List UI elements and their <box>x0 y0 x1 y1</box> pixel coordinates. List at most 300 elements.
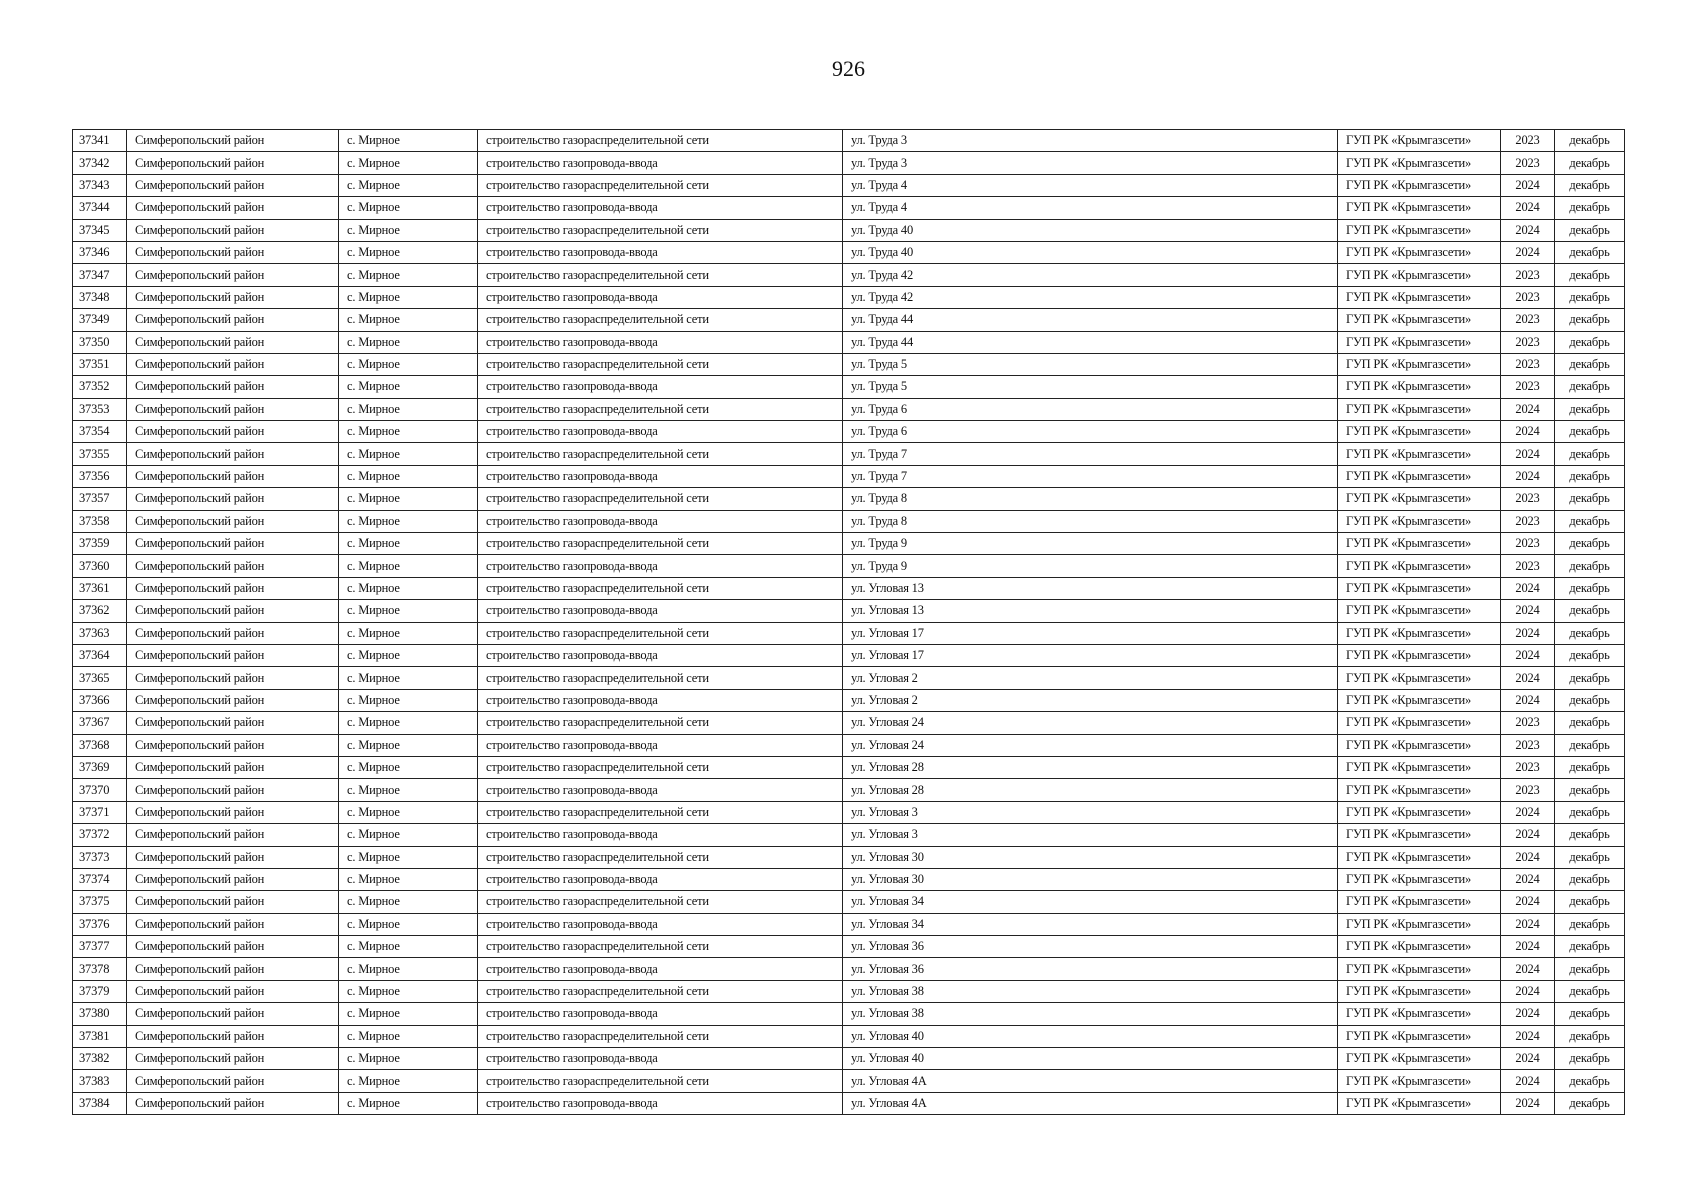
address-cell: ул. Труда 42 <box>843 264 1338 286</box>
district-cell: Симферопольский район <box>127 130 339 152</box>
table-row <box>73 891 1625 913</box>
row-number-cell: 37359 <box>73 533 127 555</box>
year-cell: 2024 <box>1501 1070 1555 1092</box>
work-type-cell: строительство газораспределительной сети <box>478 1070 843 1092</box>
row-number-cell: 37346 <box>73 241 127 263</box>
organization-cell: ГУП РК «Крымгазсети» <box>1338 264 1501 286</box>
district-cell: Симферопольский район <box>127 488 339 510</box>
year-cell: 2023 <box>1501 756 1555 778</box>
address-cell: ул. Труда 5 <box>843 376 1338 398</box>
month-cell: декабрь <box>1555 667 1625 689</box>
settlement-cell: с. Мирное <box>339 376 478 398</box>
organization-cell: ГУП РК «Крымгазсети» <box>1338 465 1501 487</box>
settlement-cell: с. Мирное <box>339 264 478 286</box>
address-cell: ул. Угловая 2 <box>843 689 1338 711</box>
table-row <box>73 174 1625 196</box>
table-row <box>73 577 1625 599</box>
work-type-cell: строительство газораспределительной сети <box>478 667 843 689</box>
month-cell: декабрь <box>1555 353 1625 375</box>
year-cell: 2023 <box>1501 488 1555 510</box>
district-cell: Симферопольский район <box>127 824 339 846</box>
district-cell: Симферопольский район <box>127 264 339 286</box>
table-row <box>73 421 1625 443</box>
month-cell: декабрь <box>1555 152 1625 174</box>
month-cell: декабрь <box>1555 421 1625 443</box>
month-cell: декабрь <box>1555 241 1625 263</box>
work-type-cell: строительство газопровода-ввода <box>478 1003 843 1025</box>
year-cell: 2024 <box>1501 197 1555 219</box>
month-cell: декабрь <box>1555 779 1625 801</box>
settlement-cell: с. Мирное <box>339 488 478 510</box>
organization-cell: ГУП РК «Крымгазсети» <box>1338 219 1501 241</box>
table-row <box>73 801 1625 823</box>
district-cell: Симферопольский район <box>127 1025 339 1047</box>
month-cell: декабрь <box>1555 488 1625 510</box>
row-number-cell: 37365 <box>73 667 127 689</box>
address-cell: ул. Угловая 36 <box>843 936 1338 958</box>
row-number-cell: 37367 <box>73 712 127 734</box>
work-type-cell: строительство газопровода-ввода <box>478 510 843 532</box>
year-cell: 2024 <box>1501 421 1555 443</box>
year-cell: 2023 <box>1501 555 1555 577</box>
district-cell: Симферопольский район <box>127 197 339 219</box>
district-cell: Симферопольский район <box>127 712 339 734</box>
month-cell: декабрь <box>1555 600 1625 622</box>
row-number-cell: 37384 <box>73 1092 127 1114</box>
work-type-cell: строительство газораспределительной сети <box>478 219 843 241</box>
address-cell: ул. Угловая 24 <box>843 712 1338 734</box>
address-cell: ул. Угловая 28 <box>843 756 1338 778</box>
address-cell: ул. Труда 40 <box>843 219 1338 241</box>
district-cell: Симферопольский район <box>127 219 339 241</box>
work-type-cell: строительство газораспределительной сети <box>478 443 843 465</box>
table-row <box>73 1092 1625 1114</box>
settlement-cell: с. Мирное <box>339 824 478 846</box>
year-cell: 2024 <box>1501 689 1555 711</box>
district-cell: Симферопольский район <box>127 1092 339 1114</box>
settlement-cell: с. Мирное <box>339 622 478 644</box>
district-cell: Симферопольский район <box>127 644 339 666</box>
registry-body <box>73 130 1625 1115</box>
month-cell: декабрь <box>1555 219 1625 241</box>
year-cell: 2023 <box>1501 309 1555 331</box>
year-cell: 2024 <box>1501 241 1555 263</box>
settlement-cell: с. Мирное <box>339 130 478 152</box>
year-cell: 2024 <box>1501 936 1555 958</box>
work-type-cell: строительство газопровода-ввода <box>478 241 843 263</box>
address-cell: ул. Труда 6 <box>843 398 1338 420</box>
table-row <box>73 152 1625 174</box>
address-cell: ул. Угловая 30 <box>843 846 1338 868</box>
month-cell: декабрь <box>1555 1025 1625 1047</box>
organization-cell: ГУП РК «Крымгазсети» <box>1338 421 1501 443</box>
organization-cell: ГУП РК «Крымгазсети» <box>1338 712 1501 734</box>
settlement-cell: с. Мирное <box>339 801 478 823</box>
table-row <box>73 980 1625 1002</box>
address-cell: ул. Труда 4 <box>843 174 1338 196</box>
organization-cell: ГУП РК «Крымгазсети» <box>1338 846 1501 868</box>
work-type-cell: строительство газораспределительной сети <box>478 130 843 152</box>
work-type-cell: строительство газопровода-ввода <box>478 868 843 890</box>
organization-cell: ГУП РК «Крымгазсети» <box>1338 510 1501 532</box>
month-cell: декабрь <box>1555 734 1625 756</box>
row-number-cell: 37352 <box>73 376 127 398</box>
month-cell: декабрь <box>1555 309 1625 331</box>
settlement-cell: с. Мирное <box>339 353 478 375</box>
row-number-cell: 37373 <box>73 846 127 868</box>
address-cell: ул. Труда 6 <box>843 421 1338 443</box>
settlement-cell: с. Мирное <box>339 465 478 487</box>
address-cell: ул. Угловая 40 <box>843 1048 1338 1070</box>
district-cell: Симферопольский район <box>127 756 339 778</box>
year-cell: 2024 <box>1501 1092 1555 1114</box>
row-number-cell: 37366 <box>73 689 127 711</box>
month-cell: декабрь <box>1555 533 1625 555</box>
settlement-cell: с. Мирное <box>339 555 478 577</box>
organization-cell: ГУП РК «Крымгазсети» <box>1338 756 1501 778</box>
year-cell: 2023 <box>1501 130 1555 152</box>
address-cell: ул. Угловая 3 <box>843 801 1338 823</box>
year-cell: 2023 <box>1501 533 1555 555</box>
district-cell: Симферопольский район <box>127 353 339 375</box>
address-cell: ул. Труда 7 <box>843 465 1338 487</box>
row-number-cell: 37341 <box>73 130 127 152</box>
work-type-cell: строительство газораспределительной сети <box>478 488 843 510</box>
row-number-cell: 37361 <box>73 577 127 599</box>
year-cell: 2024 <box>1501 465 1555 487</box>
row-number-cell: 37375 <box>73 891 127 913</box>
work-type-cell: строительство газопровода-ввода <box>478 600 843 622</box>
row-number-cell: 37345 <box>73 219 127 241</box>
settlement-cell: с. Мирное <box>339 913 478 935</box>
organization-cell: ГУП РК «Крымгазсети» <box>1338 779 1501 801</box>
settlement-cell: с. Мирное <box>339 533 478 555</box>
district-cell: Симферопольский район <box>127 689 339 711</box>
organization-cell: ГУП РК «Крымгазсети» <box>1338 868 1501 890</box>
organization-cell: ГУП РК «Крымгазсети» <box>1338 1048 1501 1070</box>
month-cell: декабрь <box>1555 756 1625 778</box>
month-cell: декабрь <box>1555 1092 1625 1114</box>
address-cell: ул. Угловая 40 <box>843 1025 1338 1047</box>
organization-cell: ГУП РК «Крымгазсети» <box>1338 980 1501 1002</box>
month-cell: декабрь <box>1555 689 1625 711</box>
settlement-cell: с. Мирное <box>339 1025 478 1047</box>
organization-cell: ГУП РК «Крымгазсети» <box>1338 488 1501 510</box>
address-cell: ул. Угловая 30 <box>843 868 1338 890</box>
table-row <box>73 241 1625 263</box>
month-cell: декабрь <box>1555 1070 1625 1092</box>
table-row <box>73 936 1625 958</box>
month-cell: декабрь <box>1555 1003 1625 1025</box>
table-row <box>73 689 1625 711</box>
settlement-cell: с. Мирное <box>339 667 478 689</box>
table-row <box>73 1003 1625 1025</box>
district-cell: Симферопольский район <box>127 1070 339 1092</box>
work-type-cell: строительство газораспределительной сети <box>478 801 843 823</box>
district-cell: Симферопольский район <box>127 980 339 1002</box>
work-type-cell: строительство газопровода-ввода <box>478 958 843 980</box>
district-cell: Симферопольский район <box>127 734 339 756</box>
row-number-cell: 37372 <box>73 824 127 846</box>
settlement-cell: с. Мирное <box>339 1048 478 1070</box>
table-row <box>73 533 1625 555</box>
year-cell: 2024 <box>1501 824 1555 846</box>
work-type-cell: строительство газораспределительной сети <box>478 264 843 286</box>
month-cell: декабрь <box>1555 936 1625 958</box>
organization-cell: ГУП РК «Крымгазсети» <box>1338 644 1501 666</box>
row-number-cell: 37382 <box>73 1048 127 1070</box>
month-cell: декабрь <box>1555 510 1625 532</box>
district-cell: Симферопольский район <box>127 1003 339 1025</box>
row-number-cell: 37355 <box>73 443 127 465</box>
address-cell: ул. Угловая 4А <box>843 1070 1338 1092</box>
work-type-cell: строительство газопровода-ввода <box>478 913 843 935</box>
settlement-cell: с. Мирное <box>339 331 478 353</box>
row-number-cell: 37349 <box>73 309 127 331</box>
row-number-cell: 37344 <box>73 197 127 219</box>
address-cell: ул. Труда 9 <box>843 555 1338 577</box>
month-cell: декабрь <box>1555 555 1625 577</box>
table-row <box>73 465 1625 487</box>
row-number-cell: 37351 <box>73 353 127 375</box>
table-row <box>73 667 1625 689</box>
month-cell: декабрь <box>1555 174 1625 196</box>
district-cell: Симферопольский район <box>127 443 339 465</box>
month-cell: декабрь <box>1555 264 1625 286</box>
settlement-cell: с. Мирное <box>339 644 478 666</box>
row-number-cell: 37363 <box>73 622 127 644</box>
settlement-cell: с. Мирное <box>339 756 478 778</box>
organization-cell: ГУП РК «Крымгазсети» <box>1338 241 1501 263</box>
district-cell: Симферопольский район <box>127 913 339 935</box>
settlement-cell: с. Мирное <box>339 891 478 913</box>
month-cell: декабрь <box>1555 868 1625 890</box>
district-cell: Симферопольский район <box>127 174 339 196</box>
district-cell: Симферопольский район <box>127 667 339 689</box>
organization-cell: ГУП РК «Крымгазсети» <box>1338 174 1501 196</box>
work-type-cell: строительство газопровода-ввода <box>478 644 843 666</box>
table-row <box>73 309 1625 331</box>
organization-cell: ГУП РК «Крымгазсети» <box>1338 376 1501 398</box>
month-cell: декабрь <box>1555 958 1625 980</box>
table-row <box>73 1070 1625 1092</box>
settlement-cell: с. Мирное <box>339 958 478 980</box>
table-row <box>73 868 1625 890</box>
address-cell: ул. Труда 4 <box>843 197 1338 219</box>
district-cell: Симферопольский район <box>127 376 339 398</box>
year-cell: 2024 <box>1501 913 1555 935</box>
organization-cell: ГУП РК «Крымгазсети» <box>1338 936 1501 958</box>
organization-cell: ГУП РК «Крымгазсети» <box>1338 130 1501 152</box>
work-type-cell: строительство газопровода-ввода <box>478 376 843 398</box>
year-cell: 2023 <box>1501 510 1555 532</box>
address-cell: ул. Труда 9 <box>843 533 1338 555</box>
row-number-cell: 37357 <box>73 488 127 510</box>
row-number-cell: 37378 <box>73 958 127 980</box>
district-cell: Симферопольский район <box>127 600 339 622</box>
district-cell: Симферопольский район <box>127 555 339 577</box>
row-number-cell: 37383 <box>73 1070 127 1092</box>
district-cell: Симферопольский район <box>127 286 339 308</box>
address-cell: ул. Угловая 17 <box>843 644 1338 666</box>
row-number-cell: 37347 <box>73 264 127 286</box>
month-cell: декабрь <box>1555 801 1625 823</box>
work-type-cell: строительство газопровода-ввода <box>478 197 843 219</box>
settlement-cell: с. Мирное <box>339 174 478 196</box>
table-row <box>73 622 1625 644</box>
address-cell: ул. Угловая 3 <box>843 824 1338 846</box>
year-cell: 2023 <box>1501 152 1555 174</box>
district-cell: Симферопольский район <box>127 868 339 890</box>
row-number-cell: 37377 <box>73 936 127 958</box>
table-row <box>73 331 1625 353</box>
settlement-cell: с. Мирное <box>339 219 478 241</box>
settlement-cell: с. Мирное <box>339 309 478 331</box>
month-cell: декабрь <box>1555 130 1625 152</box>
month-cell: декабрь <box>1555 1048 1625 1070</box>
settlement-cell: с. Мирное <box>339 600 478 622</box>
address-cell: ул. Угловая 36 <box>843 958 1338 980</box>
work-type-cell: строительство газораспределительной сети <box>478 891 843 913</box>
row-number-cell: 37370 <box>73 779 127 801</box>
settlement-cell: с. Мирное <box>339 1003 478 1025</box>
month-cell: декабрь <box>1555 443 1625 465</box>
row-number-cell: 37376 <box>73 913 127 935</box>
year-cell: 2024 <box>1501 980 1555 1002</box>
work-type-cell: строительство газораспределительной сети <box>478 980 843 1002</box>
work-type-cell: строительство газопровода-ввода <box>478 555 843 577</box>
year-cell: 2023 <box>1501 331 1555 353</box>
work-type-cell: строительство газопровода-ввода <box>478 1092 843 1114</box>
month-cell: декабрь <box>1555 644 1625 666</box>
address-cell: ул. Труда 3 <box>843 152 1338 174</box>
row-number-cell: 37348 <box>73 286 127 308</box>
year-cell: 2024 <box>1501 1025 1555 1047</box>
table-row <box>73 779 1625 801</box>
table-row <box>73 1025 1625 1047</box>
table-row <box>73 600 1625 622</box>
year-cell: 2023 <box>1501 264 1555 286</box>
organization-cell: ГУП РК «Крымгазсети» <box>1338 801 1501 823</box>
row-number-cell: 37354 <box>73 421 127 443</box>
year-cell: 2024 <box>1501 219 1555 241</box>
month-cell: декабрь <box>1555 913 1625 935</box>
table-row <box>73 197 1625 219</box>
settlement-cell: с. Мирное <box>339 868 478 890</box>
table-row <box>73 398 1625 420</box>
table-row <box>73 846 1625 868</box>
year-cell: 2024 <box>1501 398 1555 420</box>
registry-table <box>72 129 1625 1115</box>
table-row <box>73 488 1625 510</box>
row-number-cell: 37343 <box>73 174 127 196</box>
table-row <box>73 219 1625 241</box>
organization-cell: ГУП РК «Крымгазсети» <box>1338 824 1501 846</box>
organization-cell: ГУП РК «Крымгазсети» <box>1338 600 1501 622</box>
work-type-cell: строительство газораспределительной сети <box>478 398 843 420</box>
table-row <box>73 510 1625 532</box>
table-row <box>73 555 1625 577</box>
month-cell: декабрь <box>1555 824 1625 846</box>
address-cell: ул. Труда 40 <box>843 241 1338 263</box>
address-cell: ул. Угловая 4А <box>843 1092 1338 1114</box>
row-number-cell: 37371 <box>73 801 127 823</box>
work-type-cell: строительство газораспределительной сети <box>478 846 843 868</box>
district-cell: Симферопольский район <box>127 891 339 913</box>
month-cell: декабрь <box>1555 376 1625 398</box>
year-cell: 2023 <box>1501 779 1555 801</box>
district-cell: Симферопольский район <box>127 533 339 555</box>
table-row <box>73 958 1625 980</box>
organization-cell: ГУП РК «Крымгазсети» <box>1338 891 1501 913</box>
work-type-cell: строительство газопровода-ввода <box>478 421 843 443</box>
organization-cell: ГУП РК «Крымгазсети» <box>1338 958 1501 980</box>
month-cell: декабрь <box>1555 197 1625 219</box>
year-cell: 2024 <box>1501 801 1555 823</box>
address-cell: ул. Труда 44 <box>843 331 1338 353</box>
settlement-cell: с. Мирное <box>339 510 478 532</box>
row-number-cell: 37380 <box>73 1003 127 1025</box>
district-cell: Симферопольский район <box>127 958 339 980</box>
district-cell: Симферопольский район <box>127 398 339 420</box>
month-cell: декабрь <box>1555 398 1625 420</box>
table-row <box>73 353 1625 375</box>
year-cell: 2024 <box>1501 868 1555 890</box>
month-cell: декабрь <box>1555 465 1625 487</box>
address-cell: ул. Труда 7 <box>843 443 1338 465</box>
work-type-cell: строительство газопровода-ввода <box>478 152 843 174</box>
table-row <box>73 734 1625 756</box>
address-cell: ул. Угловая 2 <box>843 667 1338 689</box>
page-number: 926 <box>832 56 865 81</box>
work-type-cell: строительство газораспределительной сети <box>478 309 843 331</box>
organization-cell: ГУП РК «Крымгазсети» <box>1338 443 1501 465</box>
organization-cell: ГУП РК «Крымгазсети» <box>1338 533 1501 555</box>
settlement-cell: с. Мирное <box>339 421 478 443</box>
address-cell: ул. Труда 42 <box>843 286 1338 308</box>
work-type-cell: строительство газораспределительной сети <box>478 756 843 778</box>
row-number-cell: 37362 <box>73 600 127 622</box>
row-number-cell: 37350 <box>73 331 127 353</box>
settlement-cell: с. Мирное <box>339 577 478 599</box>
address-cell: ул. Угловая 34 <box>843 891 1338 913</box>
district-cell: Симферопольский район <box>127 241 339 263</box>
table-row <box>73 644 1625 666</box>
year-cell: 2024 <box>1501 891 1555 913</box>
district-cell: Симферопольский район <box>127 577 339 599</box>
work-type-cell: строительство газораспределительной сети <box>478 712 843 734</box>
settlement-cell: с. Мирное <box>339 152 478 174</box>
row-number-cell: 37356 <box>73 465 127 487</box>
settlement-cell: с. Мирное <box>339 443 478 465</box>
table-row <box>73 264 1625 286</box>
settlement-cell: с. Мирное <box>339 1092 478 1114</box>
organization-cell: ГУП РК «Крымгазсети» <box>1338 689 1501 711</box>
year-cell: 2023 <box>1501 734 1555 756</box>
organization-cell: ГУП РК «Крымгазсети» <box>1338 152 1501 174</box>
row-number-cell: 37364 <box>73 644 127 666</box>
work-type-cell: строительство газораспределительной сети <box>478 936 843 958</box>
work-type-cell: строительство газопровода-ввода <box>478 734 843 756</box>
table-row <box>73 443 1625 465</box>
organization-cell: ГУП РК «Крымгазсети» <box>1338 353 1501 375</box>
year-cell: 2024 <box>1501 600 1555 622</box>
organization-cell: ГУП РК «Крымгазсети» <box>1338 309 1501 331</box>
work-type-cell: строительство газопровода-ввода <box>478 689 843 711</box>
settlement-cell: с. Мирное <box>339 734 478 756</box>
organization-cell: ГУП РК «Крымгазсети» <box>1338 1003 1501 1025</box>
district-cell: Симферопольский район <box>127 510 339 532</box>
